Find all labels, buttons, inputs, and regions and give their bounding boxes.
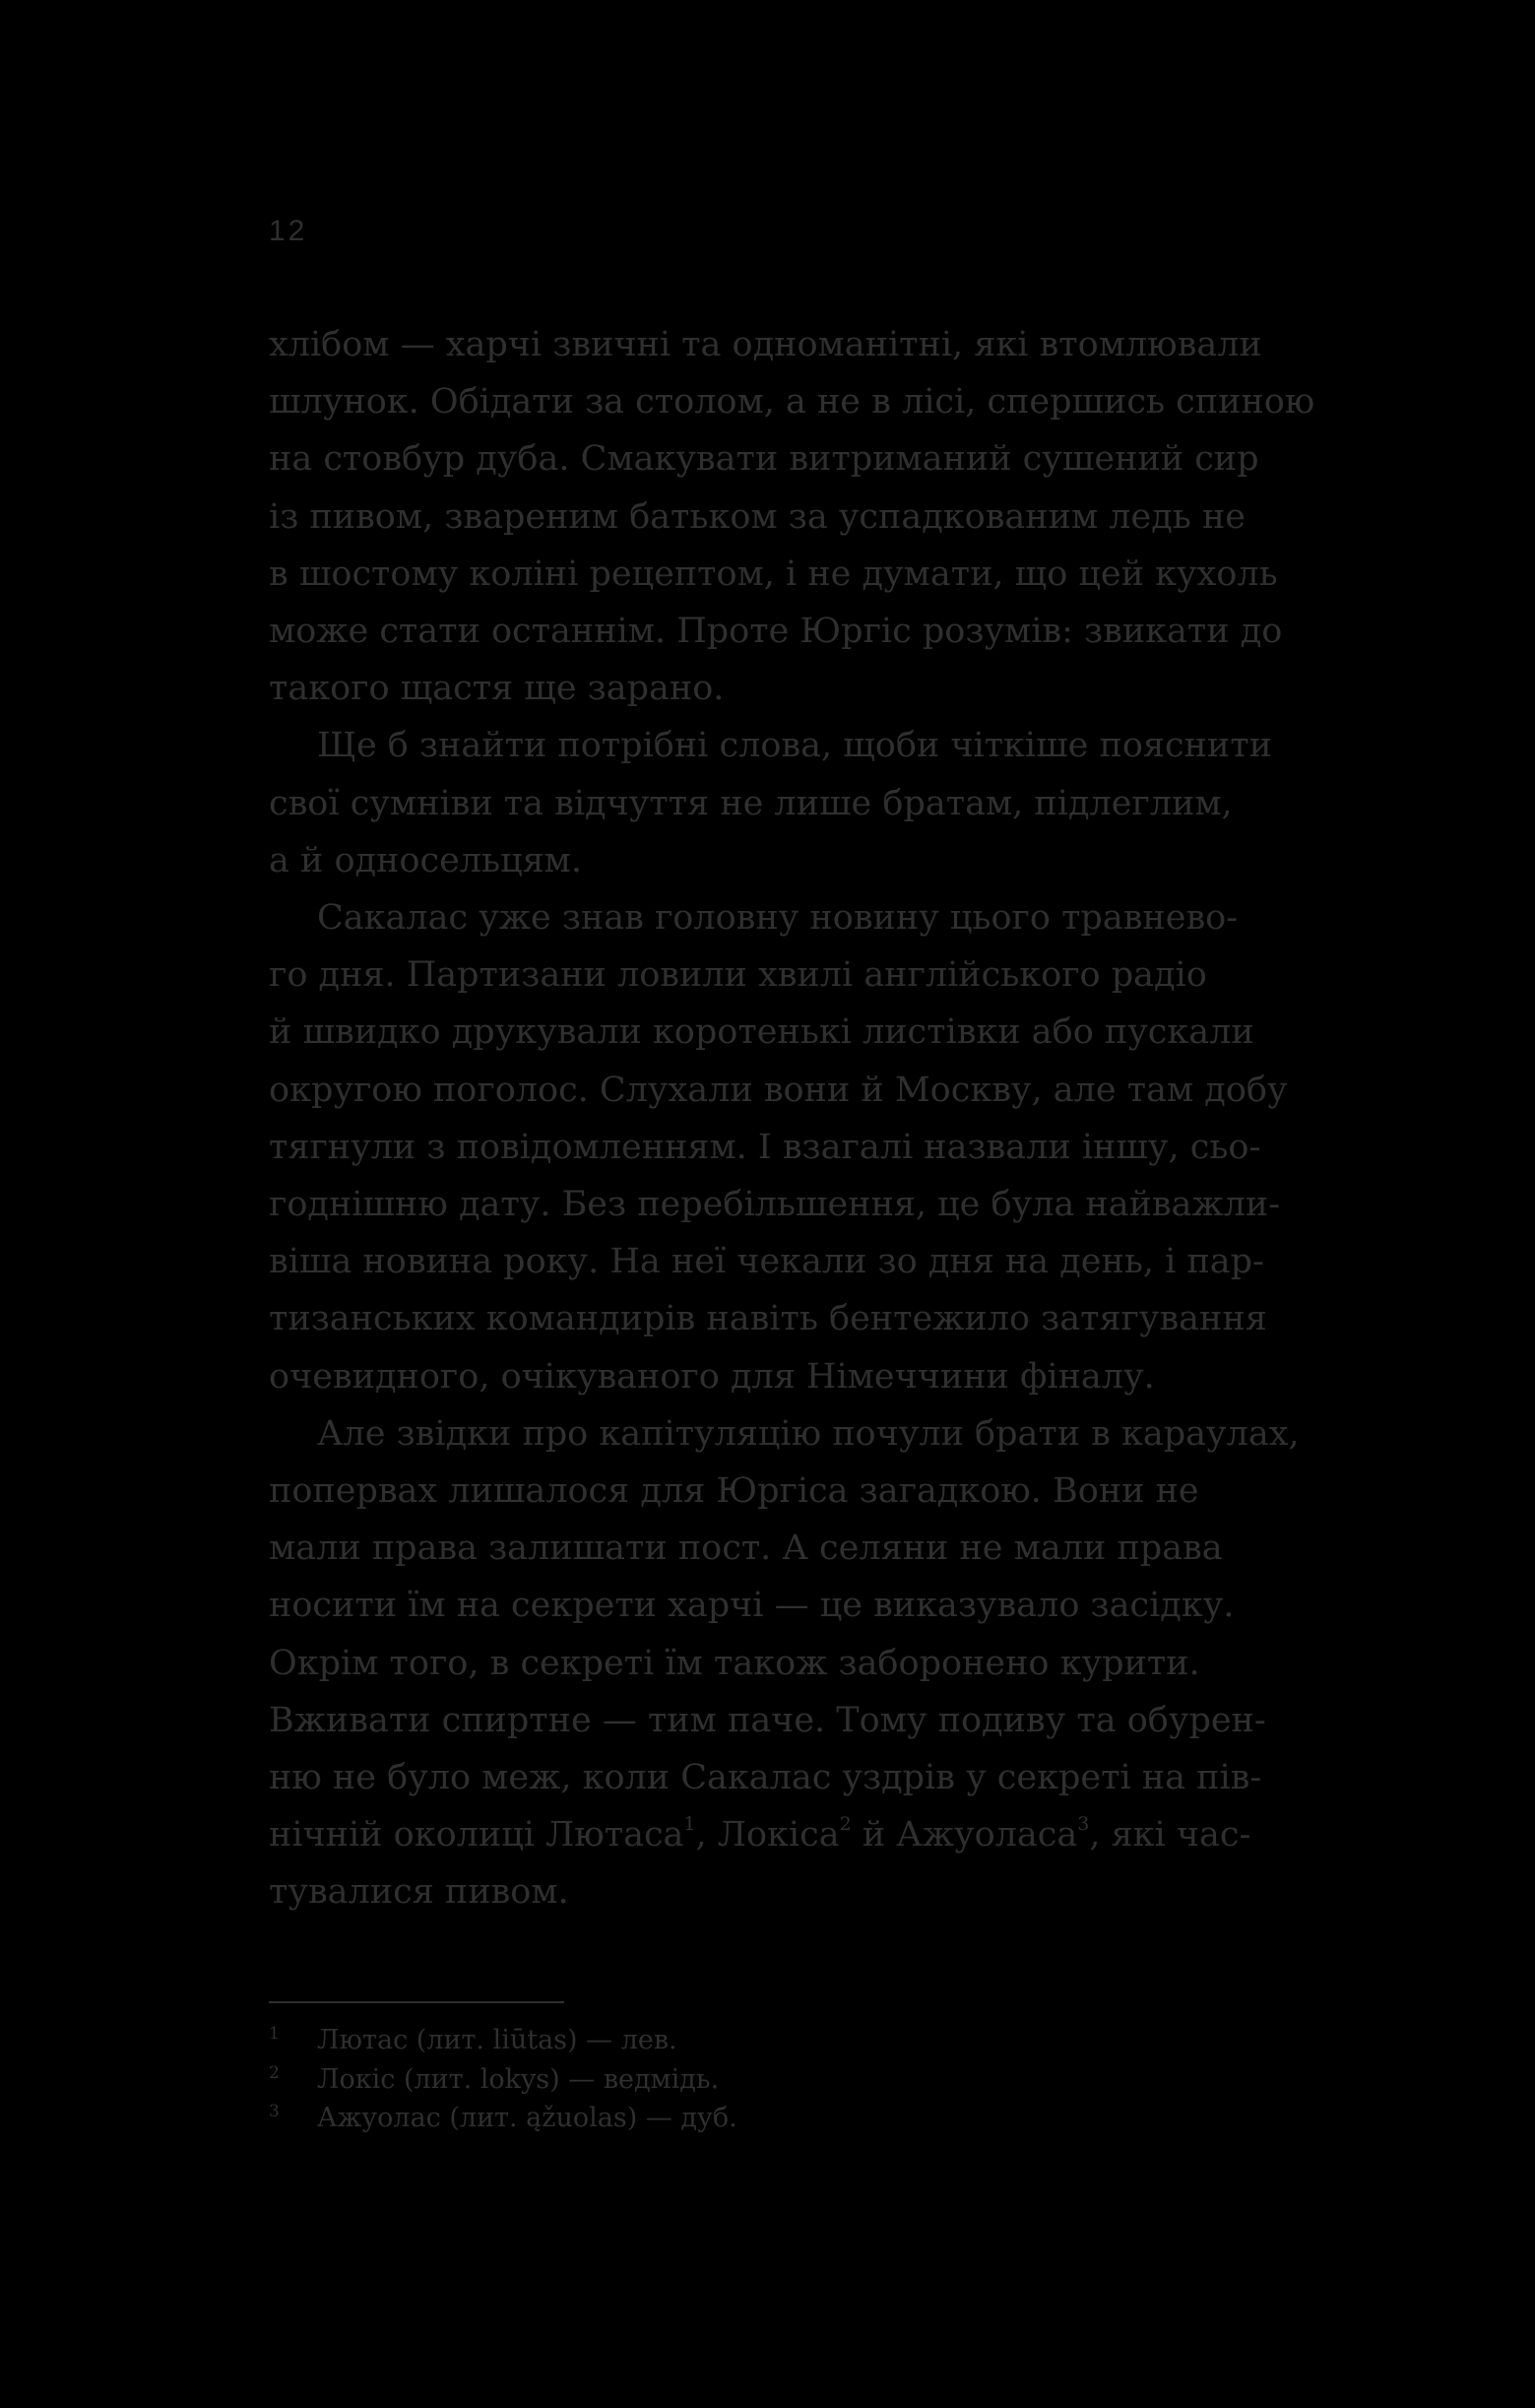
text-line: свої сумніви та відчуття не лише братам, підлеглим, (269, 783, 1233, 823)
footnote (269, 2021, 737, 2060)
text-line: й швидко друкували коротенькі листівки або пускали (269, 1012, 1254, 1053)
text-fragment: , Локіса (695, 1815, 840, 1855)
footnote-number: 2 (269, 2062, 280, 2083)
footnote-ref: 2 (839, 1812, 852, 1835)
text-line: мали права залишати пост. А селяни не мали права (269, 1529, 1223, 1569)
text-line: тувалися пивом. (269, 1872, 569, 1913)
text-line: Але звідки про капітуляцію почули брати в караулах, (317, 1413, 1300, 1454)
text-line-with-footnote-refs (269, 1806, 1352, 1863)
text-line: шлунок. Обідати за столом, а не в лісі, спершись спиною (269, 382, 1315, 423)
text-line: носити їм на секрети харчі — це виказувало засідку. (269, 1586, 1235, 1626)
text-line: в шостому коліні рецептом, і не думати, що цей кухоль (269, 553, 1278, 594)
text-fragment: нічній околиці Лютаса (269, 1815, 684, 1855)
footnote-ref: 1 (683, 1812, 696, 1835)
text-line: такого щастя ще зарано. (269, 669, 725, 709)
text-line: Вживати спиртне — тим паче. Тому подиву та обурен- (269, 1700, 1266, 1740)
footnote-number: 1 (269, 2024, 280, 2044)
page-number: 12 (269, 215, 308, 247)
text-line: попервах лишалося для Юргіса загадкою. Вони не (269, 1471, 1199, 1512)
text-fragment: , які час- (1089, 1815, 1251, 1855)
text-line: тягнули з повідомленням. І взагалі назвали іншу, сьо- (269, 1127, 1261, 1167)
footnote-text: Лютас (лит. liūtas) — лев. (317, 2025, 677, 2055)
text-line: очевидного, очікуваного для Німеччини фіналу. (269, 1356, 1155, 1397)
text-line: віша новина року. На неї чекали зо дня на день, і пар- (269, 1242, 1264, 1282)
text-line: а й односельцям. (269, 840, 583, 880)
text-line: на стовбур дуба. Смакувати витриманий сушений сир (269, 439, 1259, 480)
text-line: Окрім того, в секреті їм також заборонено курити. (269, 1643, 1200, 1683)
footnote-text: Локіс (лит. lokys) — ведмідь. (317, 2063, 720, 2095)
footnote-ref: 3 (1077, 1812, 1090, 1835)
footnote-number: 3 (269, 2102, 280, 2121)
footnotes (269, 2021, 737, 2138)
footnote (269, 2060, 737, 2100)
body-text (269, 316, 1352, 1921)
text-line: ню не було меж, коли Сакалас уздрів у секреті на пів- (269, 1758, 1262, 1798)
text-fragment: й Ажуоласа (851, 1815, 1078, 1855)
text-line: із пивом, звареним батьком за успадкованим ледь не (269, 496, 1247, 537)
footnote-text: Ажуолас (лит. ąžuolas) — дуб. (317, 2103, 737, 2133)
text-line: Ще б знайти потрібні слова, щоби чіткіше пояснити (317, 726, 1272, 766)
text-line: округою поголос. Слухали вони й Москву, але там добу (269, 1070, 1288, 1110)
text-line: Сакалас уже знав головну новину цього травнево- (317, 898, 1239, 939)
text-line: го дня. Партизани ловили хвилі англійського радіо (269, 955, 1207, 996)
text-line: хлібом — харчі звичні та одноманітні, які втомлювали (269, 325, 1262, 364)
text-line: може стати останнім. Проте Юргіс розумів: звикати до (269, 612, 1283, 652)
text-line: тизанських командирів навіть бентежило затягування (269, 1299, 1267, 1339)
footnote (269, 2099, 737, 2138)
footnote-divider (269, 2001, 564, 2003)
text-line: годнішню дату. Без перебільшення, це була найважли- (269, 1185, 1281, 1225)
